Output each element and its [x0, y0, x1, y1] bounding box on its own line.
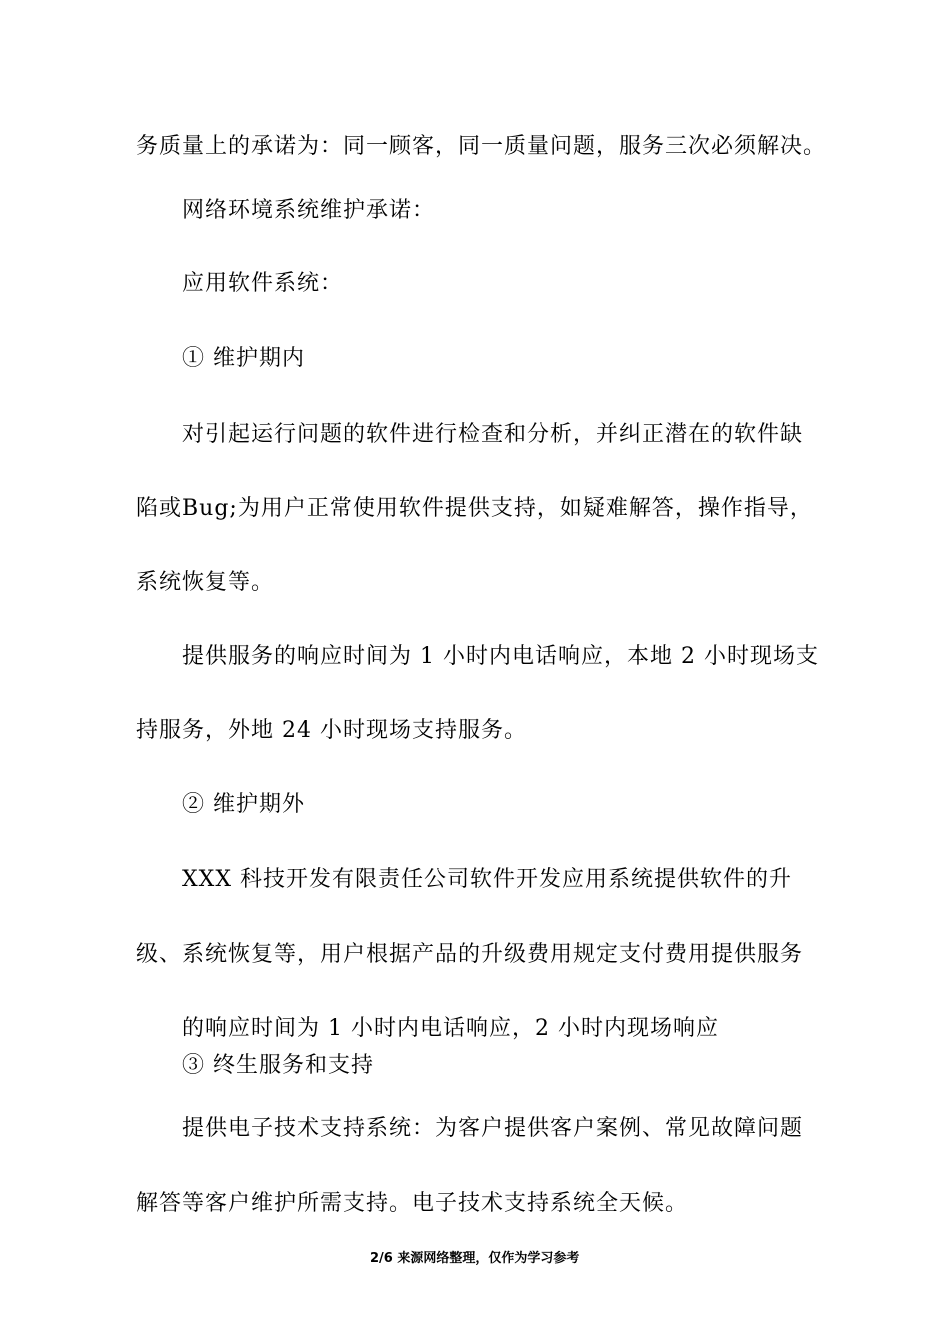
body-text-line: 解答等客户维护所需支持。电子技术支持系统全天候。 [136, 1191, 689, 1216]
body-text-line: 系统恢复等。 [136, 570, 275, 595]
body-text-line: 务质量上的承诺为：同一顾客，同一质量问题，服务三次必须解决。 [136, 134, 827, 159]
body-text-line: 持服务，外地 24 小时现场支持服务。 [136, 718, 527, 743]
section-heading: 网络环境系统维护承诺： [182, 198, 436, 223]
body-text-line: XXX 科技开发有限责任公司软件开发应用系统提供软件的升 [182, 867, 792, 892]
body-text-line: 提供服务的响应时间为 1 小时内电话响应，本地 2 小时现场支 [182, 644, 819, 669]
list-item-heading: ③ 终生服务和支持 [182, 1053, 374, 1078]
body-text-line: 陷或Bug;为用户正常使用软件提供支持，如疑难解答，操作指导， [136, 496, 813, 521]
body-text-line: 的响应时间为 1 小时内电话响应，2 小时内现场响应 [182, 1016, 719, 1041]
body-text-line: 提供电子技术支持系统：为客户提供客户案例、常见故障问题 [182, 1116, 804, 1141]
body-text-line: 级、系统恢复等，用户根据产品的升级费用规定支付费用提供服务 [136, 942, 804, 967]
page-footer: 2/6 来源网络整理，仅作为学习参考 [370, 1251, 580, 1266]
list-item-heading: ② 维护期外 [182, 792, 305, 817]
section-heading: 应用软件系统： [182, 271, 344, 296]
body-text-line: 对引起运行问题的软件进行检查和分析，并纠正潜在的软件缺 [182, 422, 804, 447]
list-item-heading: ① 维护期内 [182, 346, 305, 371]
